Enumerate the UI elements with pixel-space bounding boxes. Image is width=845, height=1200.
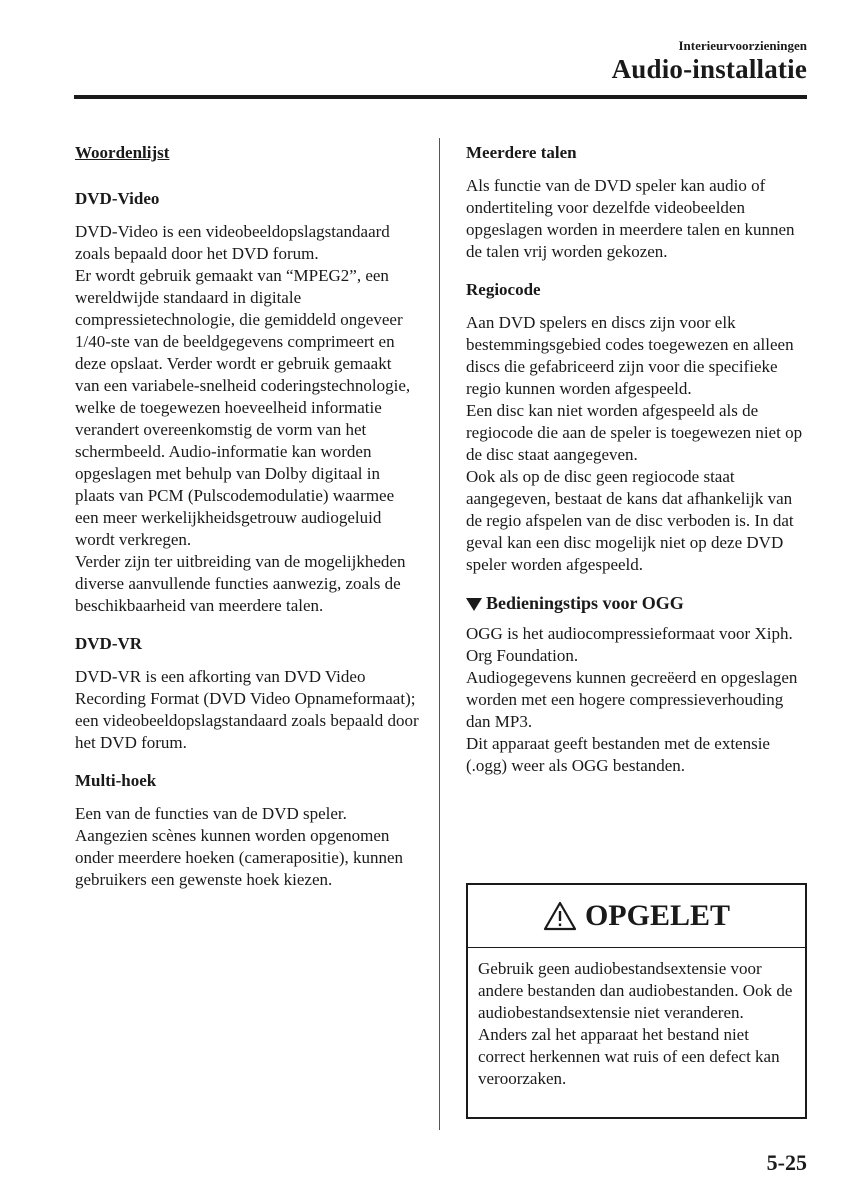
term-heading: DVD-Video: [75, 189, 160, 208]
caution-box: [466, 883, 807, 1119]
paragraph: Als functie van de DVD speler kan audio of ondertiteling voor dezelfde videobeelden opgeslagen worden in meerdere talen en kunnen de talen vrij worden gekozen.: [466, 176, 795, 261]
right-column: [466, 142, 811, 793]
paragraph: Dit apparaat geeft bestanden met de extensie (.ogg) weer als OGG bestanden.: [466, 734, 770, 775]
term-heading: DVD-VR: [75, 634, 143, 653]
section-heading-text: Bedieningstips voor OGG: [486, 593, 684, 613]
caution-title: OPGELET: [584, 899, 731, 932]
term-dvd-vr: [75, 633, 420, 754]
caution-text: Gebruik geen audiobestandsextensie voor andere bestanden dan audiobestanden. Ook de audiobestandsextensie niet veranderen. Anders zal het apparaat het bestand niet correct herkennen wat ruis of een defect kan veroorzaken.: [478, 959, 793, 1088]
term-heading: Multi-hoek: [75, 771, 157, 790]
column-divider: [439, 138, 440, 1130]
paragraph: Ook als op de disc geen regiocode staat aangegeven, bestaat de kans dat afhankelijk van de regio afspelen van de disc verboden is. In dat geval kan een disc mogelijk niet op deze DVD speler worden afgespeeld.: [466, 467, 794, 574]
paragraph: Er wordt gebruik gemaakt van “MPEG2”, een wereldwijde standaard in digitale compressietechnologie, die gemiddeld ongeveer 1/40-ste van de beeldgegevens comprimeert en deze opslaat. Verder wordt er gebruik gemaakt van een variabele-snelheid coderingstechnologie, welke de toegewezen hoeveelheid informatie verandert overeenkomstig de vorm van het schermbeeld. Audio-informatie kan worden opgeslagen met behulp van Dolby digitaal in plaats van PCM (Pulscodemodulatie) waarmee een meer werkelijkheidsgetrouw audiogeluid wordt verkregen.: [75, 266, 411, 549]
header-rule: [74, 95, 807, 99]
paragraph: OGG is het audiocompressieformaat voor Xiph. Org Foundation.: [466, 624, 793, 665]
paragraph: Verder zijn ter uitbreiding van de mogelijkheden diverse aanvullende functies aanwezig, zoals de beschikbaarheid van meerdere talen.: [75, 552, 406, 615]
term-regiocode: [466, 279, 811, 576]
header-section-label: Interieurvoorzieningen: [678, 38, 807, 53]
term-dvd-video: [75, 188, 420, 617]
paragraph: DVD-VR is een afkorting van DVD Video Recording Format (DVD Video Opnameformaat); een videobeeldopslagstandaard zoals bepaald door het DVD forum.: [75, 667, 419, 752]
warning-triangle-icon: [543, 901, 577, 931]
triangle-bullet-icon: [466, 598, 482, 611]
caution-header: [468, 885, 805, 948]
paragraph: DVD-Video is een videobeeldopslagstandaard zoals bepaald door het DVD forum.: [75, 222, 390, 263]
section-heading: [466, 592, 811, 614]
term-heading: Meerdere talen: [466, 143, 577, 162]
left-column: [75, 142, 420, 907]
section-ogg: [466, 592, 811, 777]
paragraph: Een van de functies van de DVD speler. Aangezien scènes kunnen worden opgenomen onder meerdere hoeken (camerapositie), kunnen gebruikers een gewenste hoek kiezen.: [75, 804, 404, 889]
glossary-title: Woordenlijst: [75, 143, 170, 162]
paragraph: Aan DVD spelers en discs zijn voor elk bestemmingsgebied codes toegewezen en alleen discs die gefabriceerd zijn voor die specifieke regio kunnen worden afgespeeld.: [466, 313, 794, 398]
term-meerdere-talen: [466, 142, 811, 263]
paragraph: Een disc kan niet worden afgespeeld als de regiocode die aan de speler is toegewezen niet op de disc staat aangegeven.: [466, 401, 803, 464]
term-multi-hoek: [75, 770, 420, 891]
term-heading: Regiocode: [466, 280, 541, 299]
page-number: 5-25: [766, 1150, 807, 1175]
page-title: Audio-installatie: [611, 54, 807, 84]
paragraph: Audiogegevens kunnen gecreëerd en opgeslagen worden met een hogere compressieverhouding dan MP3.: [466, 668, 798, 731]
